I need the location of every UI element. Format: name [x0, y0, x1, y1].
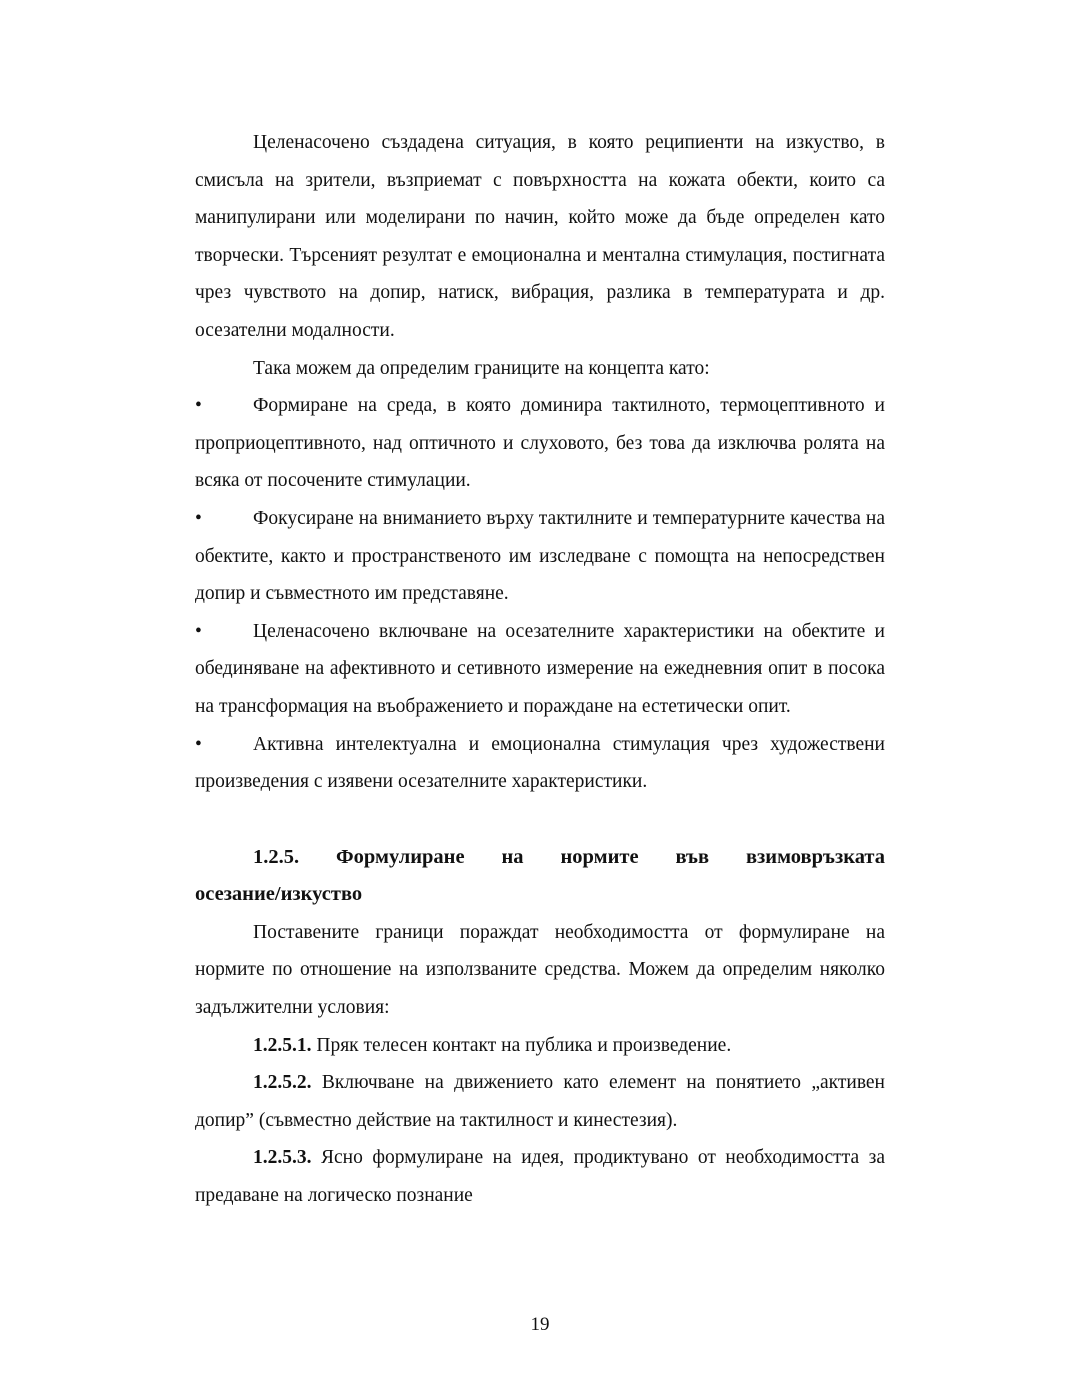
numbered-item	[195, 1064, 885, 1139]
item-number: 1.2.5.1.	[253, 1034, 312, 1056]
bullet-icon: •	[195, 507, 202, 529]
section-heading-line2: осезание/изкуство	[195, 883, 363, 906]
bullet-text: Фокусиране на вниманието върху тактилните и температурните качества на обектите, както и пространственото им изследване с помощта на непосредствен допир и съвместното им представяне.	[195, 507, 885, 605]
item-number: 1.2.5.2.	[253, 1072, 312, 1094]
numbered-item	[195, 1139, 885, 1214]
bullet-icon: •	[195, 620, 202, 642]
item-text: Включване на движението като елемент на понятието „активен допир” (съвместно действие на тактилност и кинестезия).	[195, 1072, 885, 1131]
paragraph-definition: Целенасочено създадена ситуация, в която реципиенти на изкуство, в смисъла на зрители, възприемат с повърхността на кожата обекти, които са манипулирани или моделирани по начин, който може да бъде определен като творчески. Търсеният резултат е емоционална и ментална стимулация, постигната чрез чувството на допир, натиск, вибрация, разлика в температурата и др. осезателни модалности.	[195, 132, 885, 341]
bullet-text: Целенасочено включване на осезателните характеристики на обектите и обединяване на афективното и сетивното измерение на ежедневния опит в посока на трансформация на въображението и пораждане на естетически опит.	[195, 620, 885, 717]
bullet-item	[195, 613, 885, 726]
bullet-item	[195, 726, 885, 801]
item-text: Ясно формулиране на идея, продиктувано от необходимостта за предаване на логическо познание	[195, 1147, 885, 1207]
numbered-item	[195, 1027, 885, 1065]
bullet-text: Активна интелектуална и емоционална стимулация чрез художествени произведения с изявени осезателните характеристики.	[195, 733, 885, 793]
item-number: 1.2.5.3.	[253, 1147, 312, 1169]
bullet-item	[195, 387, 885, 500]
bullet-item	[195, 500, 885, 613]
page-number: 19	[530, 1314, 550, 1335]
paragraph-concept-intro: Така можем да определим границите на концепта като:	[253, 357, 710, 379]
bullet-text: Формиране на среда, в която доминира тактилното, термоцептивното и проприоцептивното, над оптичното и слуховото, без това да изключва ролята на всяка от посочените стимулации.	[195, 395, 885, 492]
section-heading	[195, 839, 885, 914]
section-heading-line1: 1.2.5. Формулиране на нормите във взимовръзката	[253, 845, 885, 868]
paragraph-norms-intro: Поставените граници пораждат необходимостта от формулиране на нормите по отношение на използваните средства. Можем да определим няколко задължителни условия:	[195, 921, 885, 1019]
item-text: Пряк телесен контакт на публика и произведение.	[311, 1034, 732, 1056]
bullet-icon: •	[195, 395, 202, 417]
bullet-icon: •	[195, 733, 202, 755]
page-content	[195, 124, 885, 1215]
